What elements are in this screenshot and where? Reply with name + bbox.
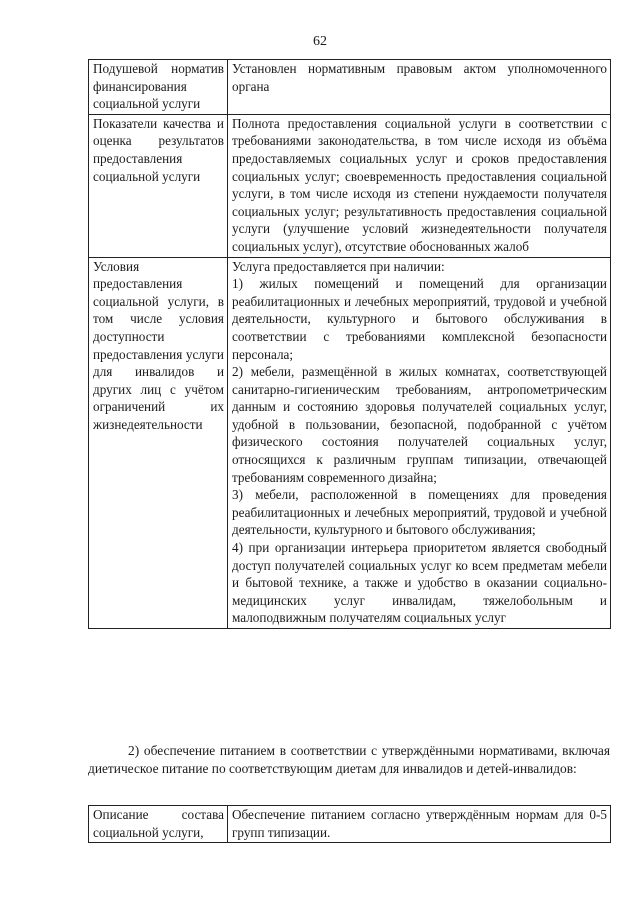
row-content [228,806,611,843]
table-row [89,114,611,257]
row-content [228,257,611,628]
row-label: Подушевой норматив финансирования социальной услуги [89,60,228,115]
row-label: Описание состава социальной услуги, [89,806,228,843]
table-row [89,60,611,115]
row-content [228,60,611,115]
body-paragraph [88,742,610,777]
content-line: 4) при организации интерьера приоритетом является свободный доступ получателей социальных услуг ко всем предметам мебели и бытовой технике, а также и удобство в оказании социально-медицинских услуг инвалидам, тяжелобольным и малоподвижным получателям социальных услуг [232,540,607,626]
content-line: Услуга предоставляется при наличии: [232,258,445,274]
content-line: 1) жилых помещений и помещений для организации реабилитационных и лечебных мероприятий, трудовой и учебной деятельности, культурного и бытового обслуживания в соответствии с требованиями комплексной безопасности персонала; [232,276,607,362]
row-label: Показатели качества и оценка результатов предоставления социальной услуги [89,114,228,257]
page-number: 62 [313,34,327,49]
service-standard-table [88,59,611,629]
row-label: Условия предоставления социальной услуги, в том числе условия доступности предоставления услуги для инвалидов и других лиц с учётом ограничений их жизнедеятельности [89,257,228,628]
content-line: 3) мебели, расположенной в помещениях для проведения реабилитационных и лечебных мероприятий, трудовой и учебной деятельности, культурного и бытового обслуживания; [232,487,607,538]
paragraph-text: 2) обеспечение питанием в соответствии с утверждёнными нормативами, включая диетическое питание по соответствующим диетам для инвалидов и детей-инвалидов: [88,743,610,776]
content-line: Полнота предоставления социальной услуги в соответствии с требованиями законодательства, в том числе исходя из объёма предоставляемых социальных услуг и сроков предоставления социальных услуг; своевременность предоставления социальной услуги, в том числе исходя из степени нуждаемости получателя социальных услуг; результативность предоставления социальной услуги (улучшение условий жизнедеятельности получателя социальных услуг), отсутствие обоснованных жалоб [232,115,607,254]
content-line: Установлен нормативным правовым актом уполномоченного органа [232,61,607,94]
content-line: 2) мебели, размещённой в жилых комнатах, соответствующей санитарно-гигиеническим требованиям, антропометрическим данным и состоянию здоровья получателей социальных услуг, удобной в пользовании, безопасной, подобранной с учётом физического состояния получателей социальных услуг, относящихся к различным группам типизации, отвечающей требованиям современного дизайна; [232,364,607,485]
table-row [89,806,611,843]
row-content [228,114,611,257]
service-description-table [88,805,611,843]
content-line: Обеспечение питанием согласно утверждённым нормам для 0-5 групп типизации. [232,807,607,840]
table-row [89,257,611,628]
